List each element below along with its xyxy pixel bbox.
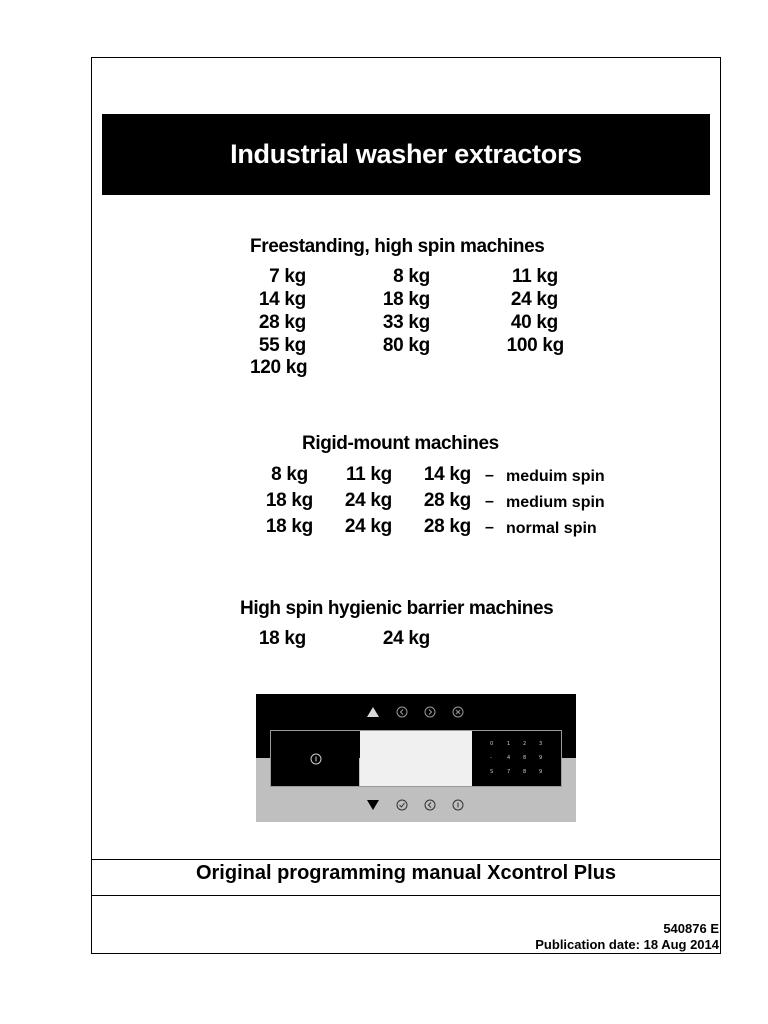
right-circle-icon — [424, 706, 436, 718]
freestanding-size: 11 kg — [511, 266, 558, 287]
keypad-key: S — [490, 769, 494, 775]
rigid-size: 18 kg — [265, 490, 313, 511]
keypad-key: 4 — [507, 755, 511, 761]
rigid-dash: – — [485, 467, 494, 484]
keypad-key: 2 — [523, 741, 527, 747]
rigid-dash: – — [485, 519, 494, 536]
rigid-size: 11 kg — [345, 464, 392, 485]
freestanding-size: 28 kg — [258, 312, 306, 333]
freestanding-size: 33 kg — [382, 312, 430, 333]
rigid-spin-label: medium spin — [506, 494, 605, 511]
back-circle-icon — [424, 799, 436, 811]
hygienic-heading: High spin hygienic barrier machines — [240, 598, 554, 619]
display-screen — [360, 731, 472, 786]
rigid-size: 24 kg — [344, 490, 392, 511]
freestanding-size: 55 kg — [258, 335, 306, 356]
keypad-key: 1 — [507, 741, 511, 747]
freestanding-size: 24 kg — [510, 289, 558, 310]
check-circle-icon — [396, 799, 408, 811]
freestanding-size: 14 kg — [258, 289, 306, 310]
control-panel-illustration — [256, 694, 576, 822]
freestanding-size: 7 kg — [269, 266, 306, 287]
freestanding-size: 80 kg — [382, 335, 430, 356]
freestanding-heading: Freestanding, high spin machines — [250, 236, 545, 257]
keypad-key: 8 — [523, 769, 527, 775]
freestanding-size: 8 kg — [393, 266, 430, 287]
keypad-key: - — [490, 755, 492, 761]
rigid-size: 14 kg — [423, 464, 471, 485]
keypad-key: 0 — [490, 741, 494, 747]
rigid-size: 28 kg — [423, 490, 471, 511]
freestanding-size: 120 kg — [250, 357, 308, 378]
down-arrow-icon — [366, 799, 380, 811]
freestanding-size: 100 kg — [506, 335, 564, 356]
info-circle-icon — [310, 753, 322, 765]
keypad-key: 3 — [539, 741, 543, 747]
rigid-size: 18 kg — [265, 516, 313, 537]
freestanding-size: 18 kg — [382, 289, 430, 310]
footer-divider-bottom — [91, 895, 721, 896]
publication-date: Publication date: 18 Aug 2014 — [535, 937, 719, 952]
manual-title: Original programming manual Xcontrol Plus — [195, 862, 617, 884]
info-circle-icon — [452, 799, 464, 811]
up-arrow-icon — [366, 706, 380, 718]
title-banner — [102, 114, 710, 195]
rigid-dash: – — [485, 493, 494, 510]
rigid-size: 28 kg — [423, 516, 471, 537]
footer-divider-top — [91, 859, 721, 860]
hygienic-size: 18 kg — [258, 628, 306, 649]
keypad-key: 9 — [539, 769, 543, 775]
rigid-spin-label: normal spin — [506, 520, 597, 537]
publication-number: 540876 E — [663, 921, 719, 936]
keypad-key: 9 — [539, 755, 543, 761]
close-circle-icon — [452, 706, 464, 718]
display-keypad-pane — [472, 731, 561, 786]
rigid-spin-label: meduim spin — [506, 468, 605, 485]
rigid-heading: Rigid-mount machines — [302, 433, 499, 454]
page-title: Industrial washer extractors — [230, 139, 582, 169]
left-circle-icon — [396, 706, 408, 718]
keypad-key: 7 — [507, 769, 511, 775]
freestanding-size: 40 kg — [510, 312, 558, 333]
hygienic-size: 24 kg — [382, 628, 430, 649]
keypad-key: 8 — [523, 755, 527, 761]
rigid-size: 8 kg — [271, 464, 308, 485]
rigid-size: 24 kg — [344, 516, 392, 537]
